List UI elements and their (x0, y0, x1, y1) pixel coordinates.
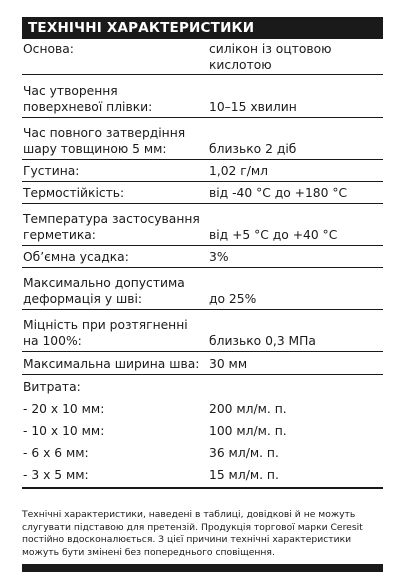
consumption-value (209, 397, 383, 419)
consumption-row (22, 397, 383, 419)
spec-value (209, 268, 383, 309)
spec-label (22, 268, 209, 309)
section-divider (22, 487, 383, 489)
consumption-heading-row (22, 375, 383, 397)
spec-label (22, 246, 209, 267)
consumption-value-text: 36 мл/м. п. (209, 446, 279, 460)
spec-value (209, 352, 383, 374)
spec-value (209, 375, 383, 397)
spec-row-base (22, 39, 383, 75)
spec-value-line: силікон із оцтовою (209, 42, 332, 56)
consumption-row (22, 441, 383, 463)
spec-value-line: близько 2 діб (209, 142, 297, 156)
consumption-size (22, 463, 209, 485)
spec-value (209, 246, 383, 267)
consumption-size-text: - 10 х 10 мм: (23, 424, 105, 438)
spec-row-density (22, 160, 383, 182)
spec-label-line: Термостійкість: (23, 186, 125, 200)
consumption-row (22, 419, 383, 441)
spec-row-shrinkage (22, 246, 383, 268)
spec-row-heat-resistance (22, 182, 383, 204)
spec-row-cure-time (22, 118, 383, 160)
consumption-value (209, 441, 383, 463)
consumption-value-text: 200 мл/м. п. (209, 402, 287, 416)
spec-value (209, 204, 383, 245)
spec-value (209, 75, 383, 117)
spec-label-line: Температура застосування (23, 212, 200, 226)
consumption-value-text: 15 мл/м. п. (209, 468, 279, 482)
consumption-value-text: 100 мл/м. п. (209, 424, 287, 438)
spec-value (209, 39, 383, 74)
spec-value-line: 30 мм (209, 357, 248, 371)
spec-label (22, 39, 209, 74)
spec-label-line: Час утворення (23, 84, 118, 98)
spec-label-line: на 100%: (23, 334, 82, 348)
spec-value (209, 160, 383, 181)
spec-label (22, 182, 209, 203)
spec-value (209, 182, 383, 203)
spec-value-line: від +5 °C до +40 °C (209, 228, 338, 242)
spec-label-line: поверхневої плівки: (23, 100, 153, 114)
spec-row-tensile-strength (22, 310, 383, 352)
disclaimer-note: Технічні характеристики, наведені в таблиці, довідкові й не можуть слугувати підставою для претензій. Продукція торгової марки Ceresit постійно вдосконалюється. З цієї причини технічні характеристики можуть бути змінені без попереднього сповіщення. (22, 509, 363, 558)
spec-label-line: Час повного затвердіння (23, 126, 186, 140)
spec-value-line: 10–15 хвилин (209, 100, 297, 114)
consumption-heading (22, 375, 209, 397)
spec-value (209, 118, 383, 159)
spec-label-line: Максимально допустима (23, 276, 185, 290)
spec-label (22, 204, 209, 245)
spec-value-line: 1,02 г/мл (209, 164, 269, 178)
consumption-size (22, 419, 209, 441)
spec-value-line: від -40 °C до +180 °C (209, 186, 348, 200)
spec-label-line: Міцність при розтягненні (23, 318, 188, 332)
spec-label (22, 160, 209, 181)
spec-label-line: Густина: (23, 164, 80, 178)
spec-label (22, 310, 209, 351)
spec-value-line: кислотою (209, 58, 272, 72)
section-title: ТЕХНІЧНІ ХАРАКТЕРИСТИКИ (22, 17, 383, 39)
spec-value (209, 310, 383, 351)
spec-label (22, 75, 209, 117)
consumption-value (209, 463, 383, 485)
spec-value-line: близько 0,3 МПа (209, 334, 316, 348)
spec-label-line: Об’ємна усадка: (23, 250, 129, 264)
spec-row-application-temp (22, 204, 383, 246)
spec-row-skin-time (22, 75, 383, 118)
spec-row-deformation (22, 268, 383, 310)
spec-label-line: шару товщиною 5 мм: (23, 142, 167, 156)
consumption-row (22, 463, 383, 485)
consumption-size (22, 441, 209, 463)
tech-specs-sheet (22, 17, 383, 572)
spec-label (22, 118, 209, 159)
consumption-size-text: - 3 х 5 мм: (23, 468, 89, 482)
consumption-size (22, 397, 209, 419)
spec-label-line: Максимальна ширина шва: (23, 357, 200, 371)
spec-label-line: Основа: (23, 42, 74, 56)
consumption-value (209, 419, 383, 441)
bottom-bar (22, 564, 383, 572)
spec-row-max-joint-width (22, 352, 383, 375)
consumption-size-text: - 20 х 10 мм: (23, 402, 105, 416)
spec-label (22, 352, 209, 374)
spec-label-line: деформація у шві: (23, 292, 143, 306)
spec-value-line: до 25% (209, 292, 257, 306)
spec-value-line: 3% (209, 250, 229, 264)
consumption-size-text: - 6 х 6 мм: (23, 446, 89, 460)
spec-label-line: герметика: (23, 228, 96, 242)
consumption-heading-text: Витрата: (23, 380, 81, 394)
